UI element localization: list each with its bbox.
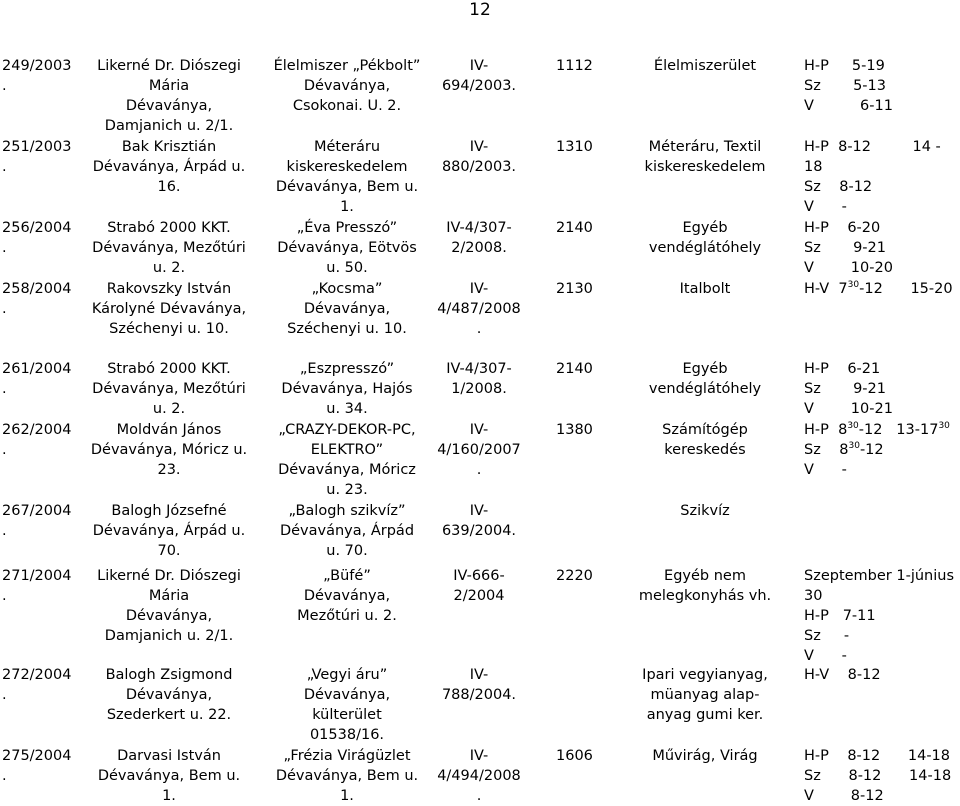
unit-cell: Élelmiszer „Pékbolt” Dévaványa, Csokonai. U. 2. xyxy=(273,58,421,114)
row-number: 262/2004 . xyxy=(2,422,72,458)
owner-cell: Strabó 2000 KKT. Dévaványa, Mezőtúri u. 2. xyxy=(92,361,246,417)
opening-hours-cell: H-V $7^{30}-12$ 15-20 xyxy=(804,280,953,297)
unit-cell: „Eszpresszó” Dévaványa, Hajós u. 34. xyxy=(281,361,413,417)
row-number: 258/2004 . xyxy=(2,281,72,317)
activity-type-cell: Művirág, Virág xyxy=(652,748,758,764)
unit-cell: „Büfé” Dévaványa, Mezőtúri u. 2. xyxy=(297,568,397,624)
registration-cell: IV- 880/2003. xyxy=(441,139,517,175)
owner-cell: Balogh Józsefné Dévaványa, Árpád u. 70. xyxy=(92,503,246,559)
activity-type-cell: Ipari vegyianyag, müanyag alap- anyag gumi ker. xyxy=(642,667,768,723)
opening-hours-cell: H-P 6-21 Sz 9-21 V 10-21 xyxy=(804,361,893,417)
registration-cell: IV- 639/2004. xyxy=(441,503,517,539)
activity-type-cell: Italbolt xyxy=(679,281,731,297)
activity-type-cell: Egyéb nem melegkonyhás vh. xyxy=(638,568,772,604)
activity-type-cell: Számítógép kereskedés xyxy=(662,422,748,458)
opening-hours-cell: H-P 6-20 Sz 9-21 V 10-20 xyxy=(804,220,893,276)
activity-code-cell: 2140 xyxy=(556,220,593,236)
opening-hours-cell: H-P 8-12 14 - 18 Sz 8-12 V - xyxy=(804,139,941,215)
page-number: 12 xyxy=(469,0,491,20)
activity-code-cell: 2130 xyxy=(556,281,593,297)
unit-cell: „Éva Presszó” Dévaványa, Eötvös u. 50. xyxy=(277,220,417,276)
registration-cell: IV-4/307- 2/2008. xyxy=(446,220,512,256)
registration-cell: IV-4/307- 1/2008. xyxy=(446,361,512,397)
row-number: 261/2004 . xyxy=(2,361,72,397)
row-number: 275/2004 . xyxy=(2,748,72,784)
owner-cell: Darvasi István Dévaványa, Bem u. 1. xyxy=(97,748,241,804)
activity-type-cell: Méteráru, Textil kiskereskedelem xyxy=(644,139,766,175)
registration-cell: IV-666- 2/2004 xyxy=(453,568,505,604)
owner-cell: Moldván János Dévaványa, Móricz u. 23. xyxy=(90,422,248,478)
opening-hours-cell: H-P 8-12 14-18 Sz 8-12 14-18 V 8-12 xyxy=(804,748,952,804)
registration-cell: IV- 694/2003. xyxy=(441,58,517,94)
owner-cell: Bak Krisztián Dévaványa, Árpád u. 16. xyxy=(92,139,246,195)
row-number: 271/2004 . xyxy=(2,568,72,604)
activity-code-cell: 2220 xyxy=(556,568,593,584)
registration-cell: IV- 788/2004. xyxy=(441,667,517,703)
owner-cell: Rakovszky István Károlyné Dévaványa, Széchenyi u. 10. xyxy=(91,281,247,337)
opening-hours-cell: Szeptember 1-június 30 H-P 7-11 Sz - V - xyxy=(804,568,955,664)
opening-hours-cell: H-P 5-19 Sz 5-13 V 6-11 xyxy=(804,58,893,114)
row-number: 272/2004 . xyxy=(2,667,72,703)
row-number: 267/2004 . xyxy=(2,503,72,539)
unit-cell: „Balogh szikvíz” Dévaványa, Árpád u. 70. xyxy=(279,503,415,559)
registration-cell: IV- 4/487/2008 . xyxy=(437,281,521,337)
registration-cell: IV- 4/494/2008 . xyxy=(437,748,521,804)
unit-cell: „Vegyi áru” Dévaványa, külterület 01538/16. xyxy=(303,667,391,743)
owner-cell: Likerné Dr. Diószegi Mária Dévaványa, Damjanich u. 2/1. xyxy=(97,58,241,134)
row-number: 249/2003 . xyxy=(2,58,72,94)
activity-code-cell: 1310 xyxy=(556,139,593,155)
activity-type-cell: Szikvíz xyxy=(680,503,730,519)
unit-cell: Méteráru kiskereskedelem Dévaványa, Bem u. 1. xyxy=(275,139,419,215)
activity-type-cell: Egyéb vendéglátóhely xyxy=(648,220,762,256)
row-number: 256/2004 . xyxy=(2,220,72,256)
activity-type-cell: Élelmiszerület xyxy=(653,58,757,74)
activity-code-cell: 1380 xyxy=(556,422,593,438)
activity-type-cell: Egyéb vendéglátóhely xyxy=(648,361,762,397)
opening-hours-cell: H-P $8^{30}-12$ $13-17^{30}$ Sz $8^{30}-12$ V - xyxy=(804,421,950,478)
activity-code-cell: 1112 xyxy=(556,58,593,74)
registration-cell: IV- 4/160/2007 . xyxy=(437,422,521,478)
activity-code-cell: 2140 xyxy=(556,361,593,377)
activity-code-cell: 1606 xyxy=(556,748,593,764)
owner-cell: Strabó 2000 KKT. Dévaványa, Mezőtúri u. 2. xyxy=(92,220,246,276)
row-number: 251/2003 . xyxy=(2,139,72,175)
owner-cell: Likerné Dr. Diószegi Mária Dévaványa, Damjanich u. 2/1. xyxy=(97,568,241,644)
unit-cell: „CRAZY-DEKOR-PC, ELEKTRO” Dévaványa, Móricz u. 23. xyxy=(278,422,416,498)
opening-hours-cell: H-V 8-12 xyxy=(804,667,881,683)
unit-cell: „Kocsma” Dévaványa, Széchenyi u. 10. xyxy=(287,281,407,337)
owner-cell: Balogh Zsigmond Dévaványa, Szederkert u. 22. xyxy=(105,667,233,723)
unit-cell: „Frézia Virágüzlet Dévaványa, Bem u. 1. xyxy=(275,748,419,804)
